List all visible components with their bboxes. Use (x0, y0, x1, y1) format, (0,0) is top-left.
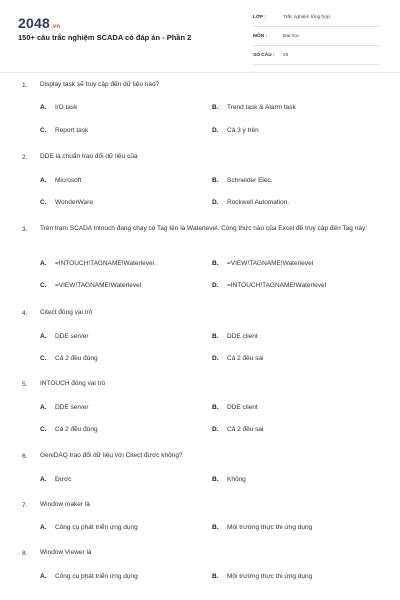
question-number: 1. (22, 82, 28, 89)
question-number: 8. (22, 550, 28, 557)
option-text[interactable]: Môi trường thực thi ứng dụng (227, 524, 313, 531)
question-text: Trên trạm SCADA Intouch đang chạy có Tag tên là Waterlevel. Công thức nào của Excel để truy cập đến Tag này: (40, 225, 368, 232)
option-text[interactable]: WonderWare (55, 199, 93, 206)
option-letter: D. (212, 282, 219, 289)
option-text[interactable]: Cả 2 đều sai (227, 426, 264, 433)
option-letter: A. (40, 260, 47, 267)
option-text[interactable]: Không (227, 476, 246, 483)
logo-suffix-text: .vn (50, 24, 61, 30)
option-text[interactable]: DDE client (227, 404, 258, 411)
option-letter: C. (40, 355, 47, 362)
meta-value: 25 (283, 53, 289, 58)
option-text[interactable]: Cả 2 đều đúng (55, 426, 98, 433)
document-title: 150+ câu trắc nghiệm SCADA có đáp án - Phần 2 (18, 33, 192, 42)
question-text: Window maker là (40, 501, 90, 508)
option-text[interactable]: Cả 3 ý trên (227, 127, 259, 134)
question-text: Window Viewer là (40, 549, 92, 556)
question-text: Citect đóng vai trò (40, 309, 93, 316)
option-text[interactable]: =INTOUCH!TAGNAME!Waterlevel (55, 260, 155, 267)
option-text[interactable]: =VIEW!TAGNAME!Waterlevel (227, 260, 314, 267)
option-letter: A. (40, 177, 47, 184)
question-number: 7. (22, 502, 28, 509)
option-text[interactable]: =VIEW!TAGNAME!Waterlevel (55, 282, 142, 289)
site-logo[interactable] (18, 15, 60, 31)
option-text[interactable]: Microsoft (55, 177, 82, 184)
question-text: GeniDAQ trao đổi dữ liệu với Citect được không? (40, 452, 183, 459)
option-letter: D. (212, 355, 219, 362)
meta-row-count (253, 51, 380, 65)
option-letter: C. (40, 426, 47, 433)
meta-row-subject (253, 32, 380, 46)
option-text[interactable]: Công cụ phát triển ứng dụng (55, 524, 138, 531)
option-text[interactable]: =INTOUCH!TAGNAME!Waterlevel (227, 282, 327, 289)
option-text[interactable]: DDE server (55, 404, 89, 411)
option-text[interactable]: Cả 2 đều đúng (55, 355, 98, 362)
option-text[interactable]: Schneider Elec. (227, 177, 273, 184)
meta-value: Đại học (283, 34, 300, 39)
option-letter: B. (212, 333, 219, 340)
option-letter: B. (212, 260, 219, 267)
option-letter: B. (212, 104, 219, 111)
worksheet-meta (253, 13, 380, 70)
option-letter: A. (40, 333, 47, 340)
question-number: 5. (22, 381, 28, 388)
question-text: INTOUCH đóng vai trò (40, 380, 106, 387)
option-text[interactable]: Trend task & Alarm task (227, 104, 296, 111)
option-letter: C. (40, 282, 47, 289)
option-letter: C. (40, 199, 47, 206)
header-divider (0, 72, 400, 73)
worksheet-header (0, 0, 400, 70)
meta-label: LỚP : (253, 15, 267, 20)
logo-main-text: 2048 (18, 15, 50, 31)
option-letter: D. (212, 127, 219, 134)
meta-label: MÔN : (253, 34, 268, 39)
option-text[interactable]: Rockwell Automation. (227, 199, 290, 206)
option-letter: B. (212, 524, 219, 531)
option-letter: A. (40, 404, 47, 411)
option-letter: C. (40, 127, 47, 134)
option-letter: A. (40, 476, 47, 483)
meta-value: Trắc nghiệm tổng hợp (283, 15, 330, 20)
question-text: Display task sẽ truy cập đến dữ liệu nào? (40, 81, 160, 88)
option-letter: B. (212, 573, 219, 580)
option-letter: B. (212, 177, 219, 184)
question-number: 3. (22, 226, 28, 233)
option-letter: D. (212, 199, 219, 206)
option-text[interactable]: Công cụ phát triển ứng dụng (55, 573, 138, 580)
option-text[interactable]: Được (55, 476, 72, 483)
option-letter: A. (40, 524, 47, 531)
option-letter: D. (212, 426, 219, 433)
question-number: 2. (22, 154, 28, 161)
option-letter: A. (40, 573, 47, 580)
option-text[interactable]: Môi trường thực thi ứng dụng (227, 573, 313, 580)
option-letter: B. (212, 404, 219, 411)
option-text[interactable]: Cả 2 đều sai (227, 355, 264, 362)
option-text[interactable]: I/O task (55, 104, 78, 111)
option-text[interactable]: Report task (55, 127, 89, 134)
option-text[interactable]: DDE server (55, 333, 89, 340)
question-number: 4. (22, 310, 28, 317)
question-number: 6. (22, 453, 28, 460)
meta-label: SỐ CÂU : (253, 53, 275, 58)
option-letter: A. (40, 104, 47, 111)
option-letter: B. (212, 476, 219, 483)
meta-row-class (253, 13, 380, 27)
option-text[interactable]: DDE client (227, 333, 258, 340)
question-text: DDE là chuẩn trao đổi dữ liệu của (40, 153, 138, 160)
